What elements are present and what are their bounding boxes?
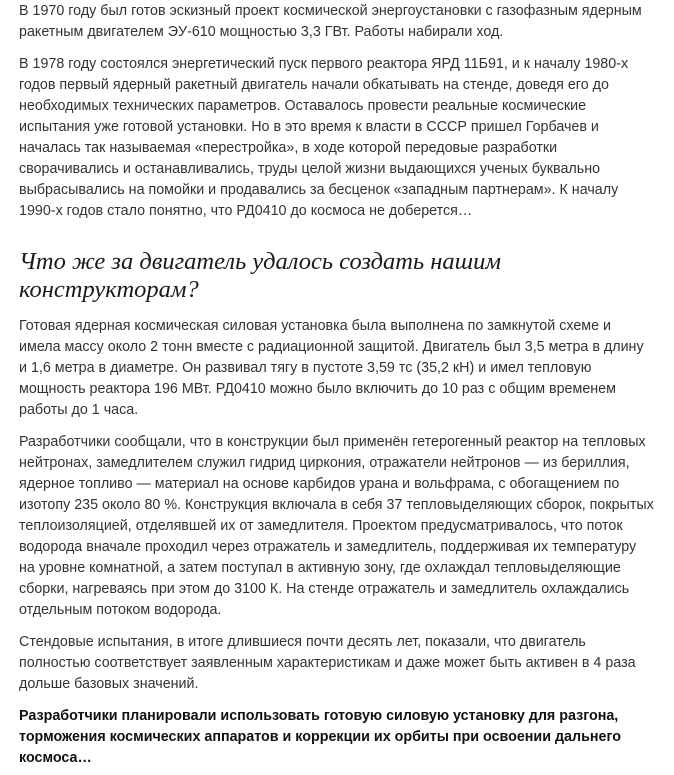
paragraph-reactor-launch: В 1978 году состоялся энергетический пуск первого реактора ЯРД 11Б91, и к началу 1980-х годов первый ядерный ракетный двигатель начали обкатывать на стенде, доведя его до необходимых технических параметров. Оставалось провести реальные космические испытания уже готовой установки. Но в это время к власти в СССР пришел Горбачев и началась так называемая «перестройка», в ходе которой передовые разработки сворачивались и останавливались, труды целой жизни выдающихся ученых буквально выбрасывались на помойки и продавались за бесценок «западным партнерам». К началу 1990-х годов стало понятно, что РД0410 до космоса не доберется…	[19, 56, 629, 219]
paragraph-closing-bold: Разработчики планировали использовать готовую силовую установку для разгона, торможения космических аппаратов и коррекции их орбиты при освоении дальнего космоса…	[19, 708, 621, 766]
article-body	[0, 1, 674, 769]
paragraph-power-unit: Готовая ядерная космическая силовая установка была выполнена по замкнутой схеме и имела массу около 2 тонн вместе с радиационной защитой. Двигатель был 3,5 метра в длину и 1,6 метра в диаметре. Он развивал тягу в пустоте 3,59 тс (35,2 кН) и имел тепловую мощность реактора 196 МВт. РД0410 можно было включить до 10 раз с общим временем работы до 1 часа.	[19, 318, 644, 418]
paragraph-eu610: В 1970 году был готов эскизный проект космической энергоустановки с газофазным ядерным ракетным двигателем ЭУ-610 мощностью 3,3 ГВт. Работы набирали ход.	[19, 3, 642, 40]
paragraph-reactor-design: Разработчики сообщали, что в конструкции был применён гетерогенный реактор на тепловых нейтронах, замедлителем служил гидрид циркония, отражатели нейтронов — из бериллия, ядерное топливо — материал на основе карбидов урана и вольфрама, с обогащением по изотопу 235 около 80 %. Конструкция включала в себя 37 тепловыделяющих сборок, покрытых теплоизоляцией, отделявшей их от замедлителя. Проектом предусматривалось, что поток водорода вначале проходил через отражатель и замедлитель, поддерживая их температуру на уровне комнатной, а затем поступал в активную зону, где охлаждал тепловыделяющие сборки, нагреваясь при этом до 3100 К. На стенде отражатель и замедлитель охлаждались отдельным потоком водорода.	[19, 434, 654, 618]
section-heading: Что же за двигатель удалось создать нашим конструкторам?	[19, 248, 501, 303]
paragraph-bench-tests: Стендовые испытания, в итоге длившиеся почти десять лет, показали, что двигатель полностью соответствует заявленным характеристикам и даже может быть активен в 4 раза дольше базовых значений.	[19, 634, 636, 692]
